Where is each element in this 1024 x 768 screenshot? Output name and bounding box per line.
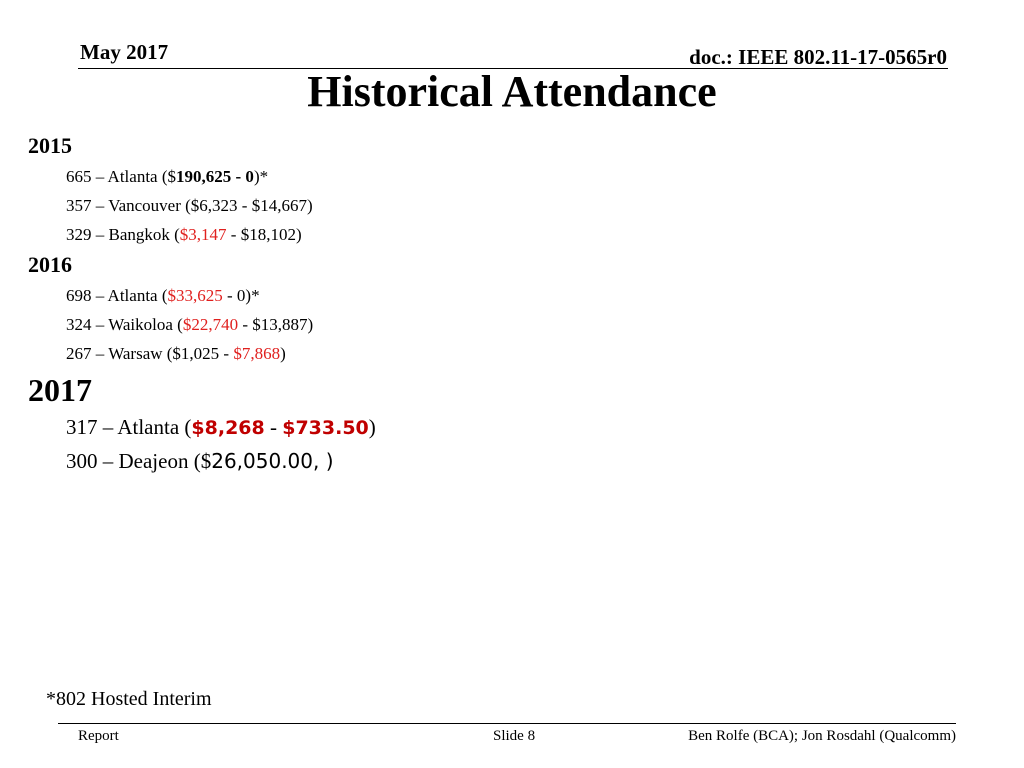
entry-text-end: - 0)* [222, 286, 260, 305]
entry-text: 317 – Atlanta ( [66, 415, 192, 439]
entry-text: 267 – Warsaw ($1,025 - [66, 344, 234, 363]
entry-atlanta-2015 [28, 162, 928, 191]
entry-text-end: - $18,102) [226, 225, 302, 244]
footer-authors: Ben Rolfe (BCA); Jon Rosdahl (Qualcomm) [688, 728, 956, 744]
entry-value-red-b: $733.50 [282, 417, 369, 439]
footnote: *802 Hosted Interim [46, 688, 212, 710]
entry-text-end: ) [368, 415, 376, 439]
entry-value-red: $7,868 [233, 344, 281, 363]
entry-text: 357 – Vancouver ($6,323 - $14,667) [66, 196, 313, 215]
entry-value-bold: 190,625 - 0 [176, 167, 254, 186]
entry-atlanta-2016 [28, 281, 928, 310]
year-heading-2017: 2017 [28, 372, 92, 408]
entry-vancouver-2015 [28, 191, 928, 220]
entry-value: 26,050.00, ) [211, 449, 334, 473]
slide-title: Historical Attendance [307, 67, 717, 116]
header-doc-id: doc.: IEEE 802.11-17-0565r0 [689, 45, 947, 69]
entry-value-red-a: $8,268 [191, 417, 265, 439]
entry-bangkok-2015 [28, 220, 928, 249]
entry-warsaw-2016 [28, 339, 928, 368]
attendance-list [28, 130, 928, 478]
entry-value-red: $3,147 [179, 225, 227, 244]
entry-value-red: $33,625 [167, 286, 223, 305]
entry-text-end: ) [280, 344, 286, 363]
entry-deajeon-2017 [28, 444, 928, 478]
year-heading-2016: 2016 [28, 252, 72, 277]
entry-text: 698 – Atlanta ( [66, 286, 168, 305]
entry-text-end: - $13,887) [238, 315, 314, 334]
entry-text: 329 – Bangkok ( [66, 225, 180, 244]
entry-separator: - [264, 415, 283, 439]
entry-text: 300 – Deajeon ($ [66, 449, 212, 473]
footer-left: Report [78, 728, 119, 744]
entry-value-red: $22,740 [182, 315, 239, 334]
footer-divider [58, 723, 956, 724]
slide-number: Slide 8 [493, 728, 536, 744]
entry-atlanta-2017 [28, 410, 928, 444]
entry-waikoloa-2016 [28, 310, 928, 339]
entry-text: 324 – Waikoloa ( [66, 315, 183, 334]
entry-text: 665 – Atlanta ($ [66, 167, 177, 186]
entry-text-end: )* [253, 167, 269, 186]
header-date: May 2017 [80, 40, 169, 64]
year-heading-2015: 2015 [28, 133, 72, 158]
